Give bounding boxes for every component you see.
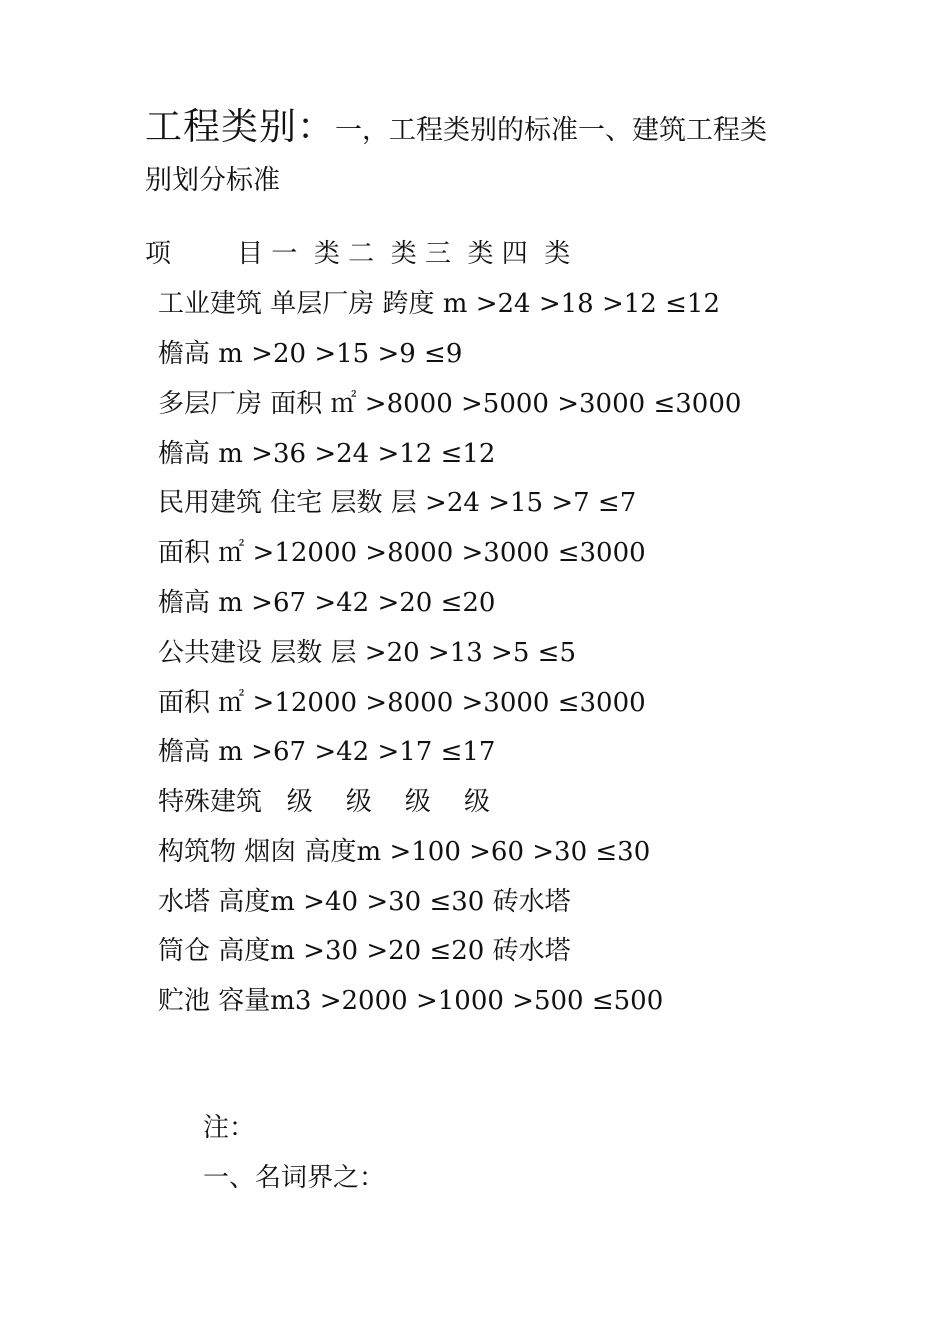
- table-row: 特殊建筑 级 级 级 级: [158, 787, 490, 817]
- document-title: [145, 96, 835, 196]
- table-row: 水塔 高度m >40 >30 ≤30 砖水塔: [158, 887, 571, 917]
- table-row: 筒仓 高度m >30 >20 ≤20 砖水塔: [158, 936, 571, 966]
- title-subtitle-line2: 别划分标准: [145, 165, 280, 196]
- table-row: 檐高 m >36 >24 >12 ≤12: [158, 439, 496, 469]
- table-row: 檐高 m >67 >42 >20 ≤20: [158, 588, 496, 618]
- table-row: 面积 ㎡ >12000 >8000 >3000 ≤3000: [158, 688, 646, 718]
- table-row: 贮池 容量m3 >2000 >1000 >500 ≤500: [158, 986, 664, 1016]
- table-row: 檐高 m >20 >15 >9 ≤9: [158, 339, 463, 369]
- note-item: 一、名词界之：: [203, 1163, 386, 1193]
- title-main: 工程类别：: [145, 105, 335, 148]
- table-header: 项 目 一 类 二 类 三 类 四 类: [145, 239, 571, 269]
- table-row: 民用建筑 住宅 层数 层 >24 >15 >7 ≤7: [158, 488, 637, 518]
- table-row: 工业建筑 单层厂房 跨度 m >24 >18 >12 ≤12: [158, 289, 720, 319]
- table-row: 檐高 m >67 >42 >17 ≤17: [158, 737, 496, 767]
- note-label: 注：: [203, 1113, 256, 1143]
- table-row: 公共建设 层数 层 >20 >13 >5 ≤5: [158, 638, 576, 668]
- table-row: 多层厂房 面积 ㎡ >8000 >5000 >3000 ≤3000: [158, 389, 742, 419]
- table-row: 构筑物 烟囱 高度m >100 >60 >30 ≤30: [158, 837, 651, 867]
- table-row: 面积 ㎡ >12000 >8000 >3000 ≤3000: [158, 538, 646, 568]
- title-subtitle: 一，工程类别的标准一、建筑工程类: [335, 115, 767, 146]
